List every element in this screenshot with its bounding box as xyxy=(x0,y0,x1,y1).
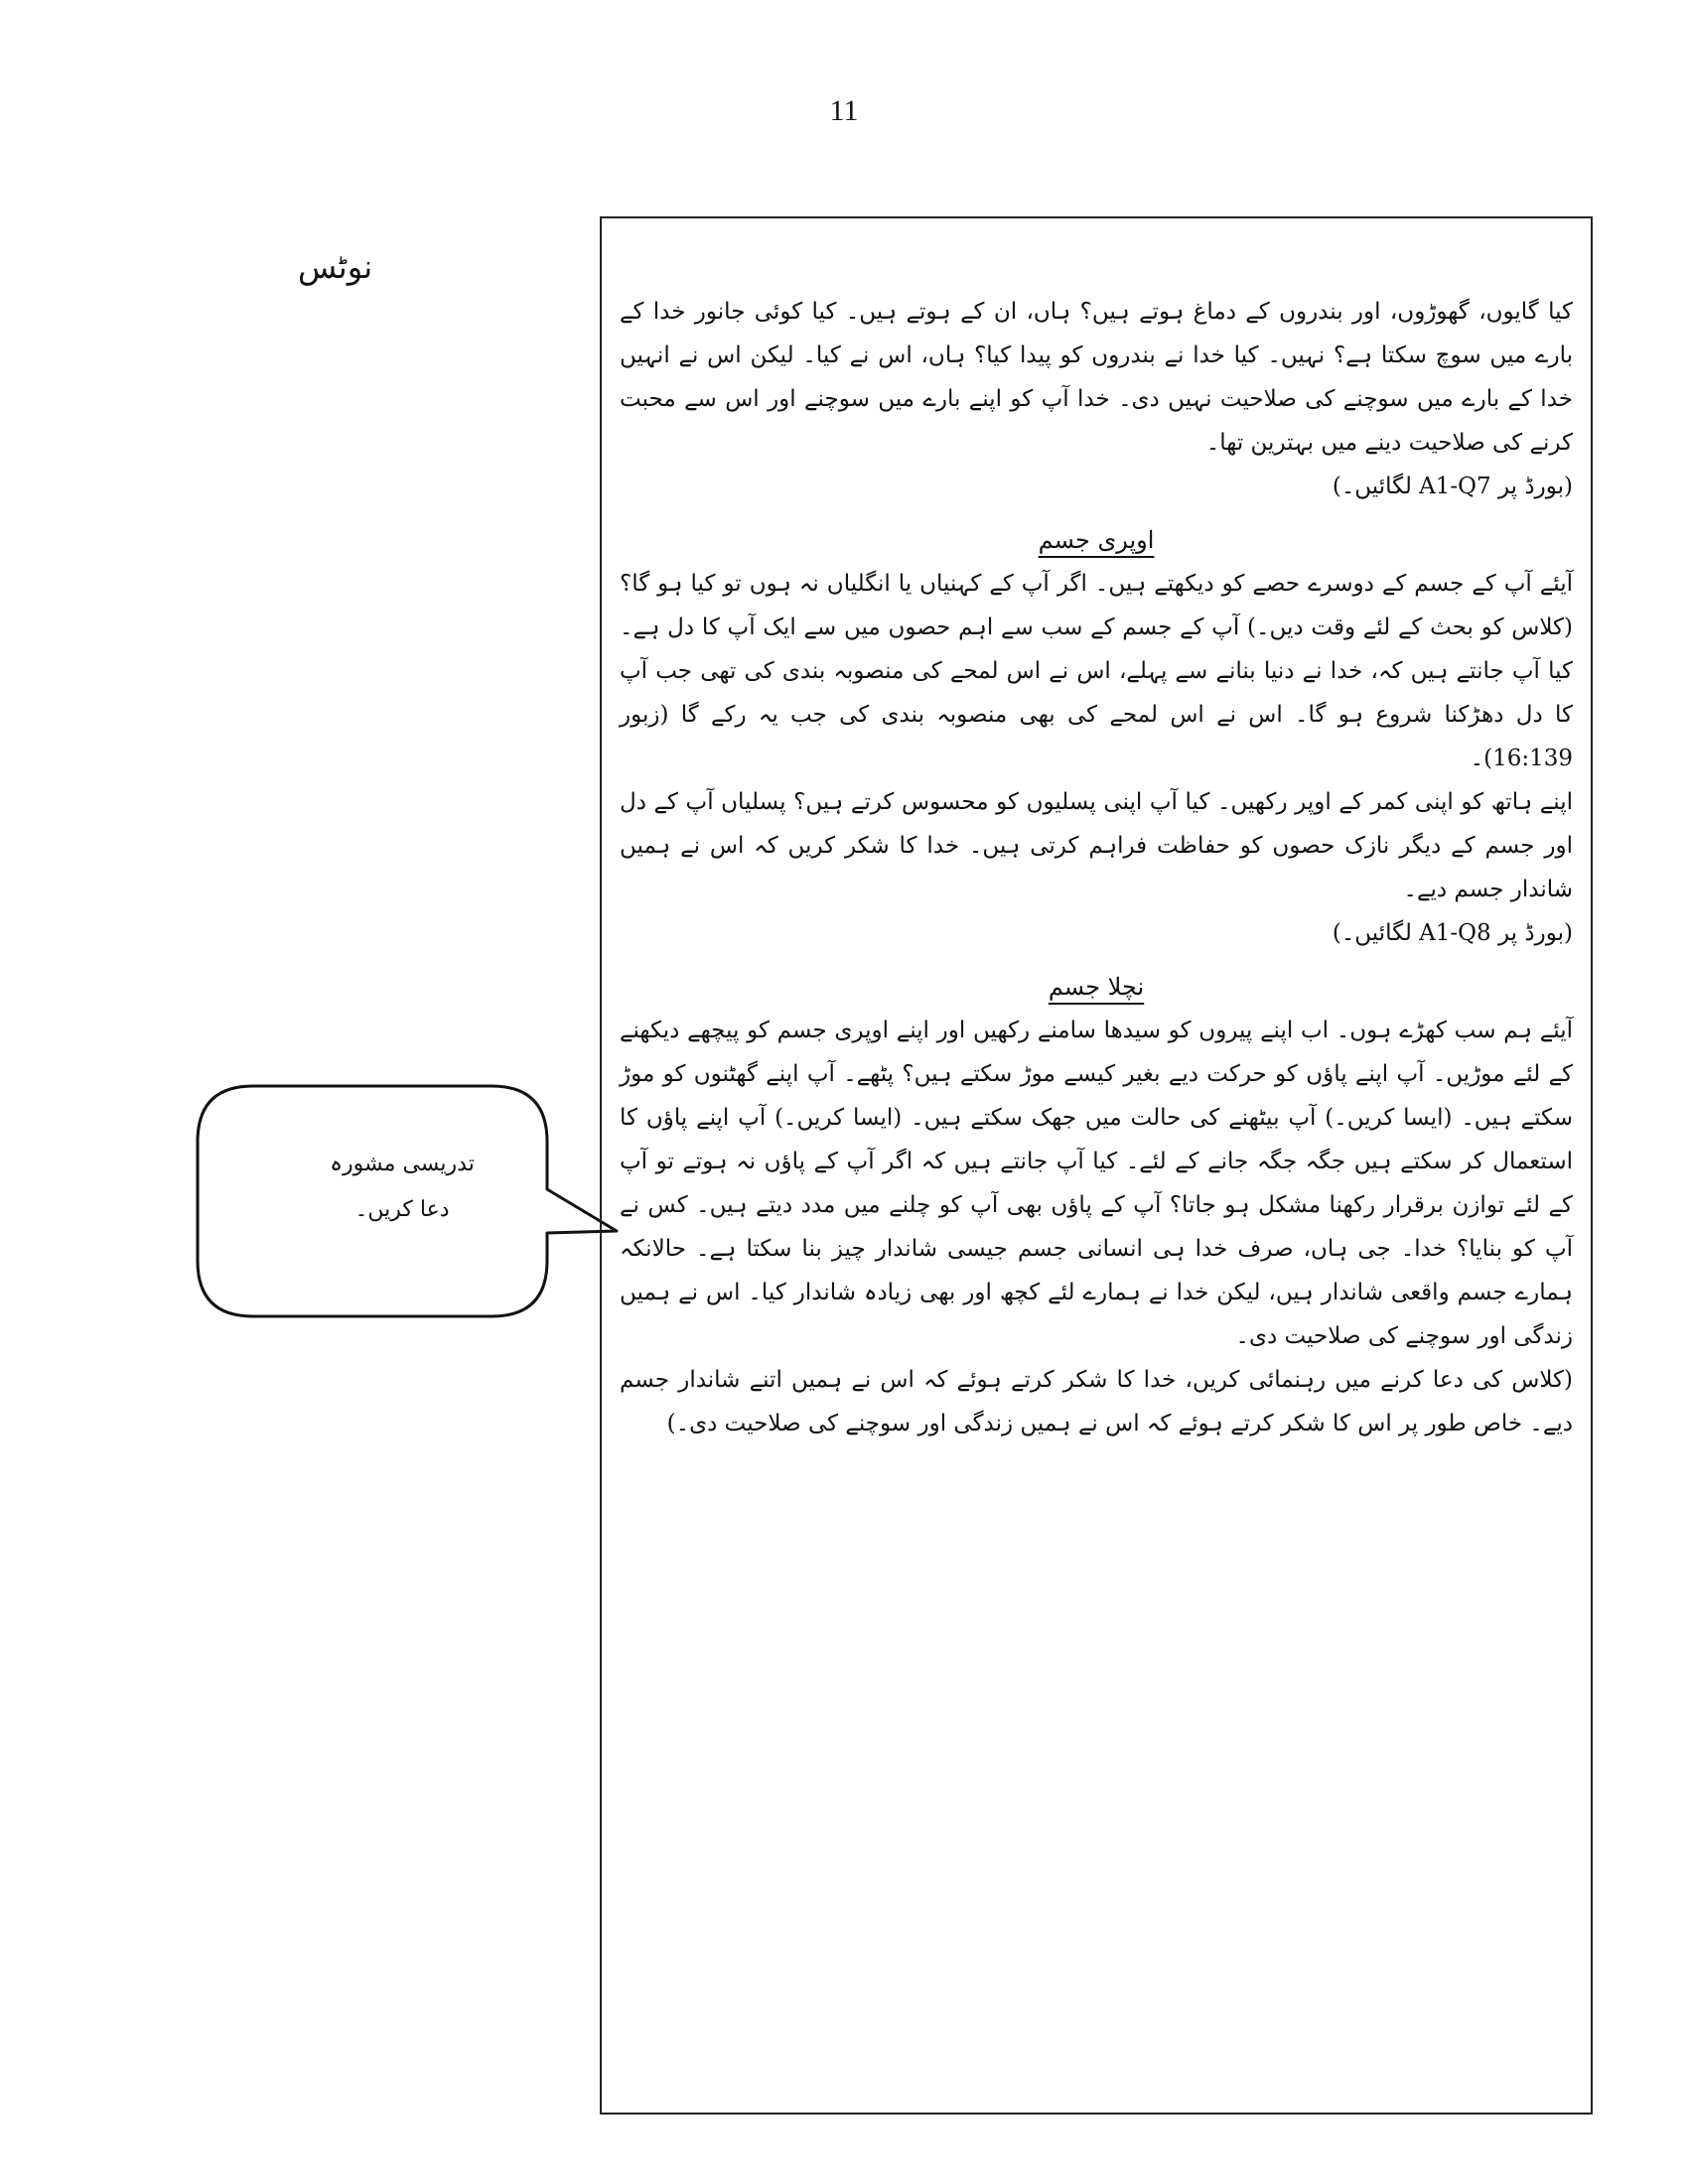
prayer-instruction: (کلاس کی دعا کرنے میں رہنمائی کریں، خدا کا شکر کرتے ہوئے کہ اس نے ہمیں اتنے شاندار جسم دیے۔ خاص طور پر اس کا شکر کرتے ہوئے کہ اس نے ہمیں زندگی اور سوچنے کی صلاحیت دی۔) xyxy=(620,1367,1573,1436)
teaching-tip-callout xyxy=(194,1082,621,1320)
intro-paragraph: کیا گایوں، گھوڑوں، اور بندروں کے دماغ ہوتے ہیں؟ ہاں، ان کے ہوتے ہیں۔ کیا کوئی جانور خدا کے بارے میں سوچ سکتا ہے؟ نہیں۔ کیا خدا نے بندروں کو پیدا کیا؟ ہاں، اس نے کیا۔ لیکن اس نے انہیں خدا کے بارے میں سوچنے کی صلاحیت نہیں دی۔ خدا آپ کو اپنے بارے میں سوچنے اور اس سے محبت کرنے کی صلاحیت دینے میں بہترین تھا۔ xyxy=(620,299,1573,456)
notes-label: نوٹس xyxy=(298,248,373,286)
callout-title: تدریسی مشورہ xyxy=(330,1152,475,1176)
lesson-content-box xyxy=(600,216,1593,2115)
lower-body-heading: نچلا جسم xyxy=(1048,973,1145,1001)
upper-body-paragraph: اپنے ہاتھ کو اپنی کمر کے اوپر رکھیں۔ کیا آپ اپنی پسلیوں کو محسوس کرتے ہیں؟ پسلیاں آپ کے دل اور جسم کے دیگر نازک حصوں کو حفاظت فراہم کرتی ہیں۔ خدا کا شکر کریں کہ اس نے ہمیں شاندار جسم دیے۔ xyxy=(620,789,1573,902)
lower-body-paragraph: آیئے ہم سب کھڑے ہوں۔ اب اپنے پیروں کو سیدھا سامنے رکھیں اور اپنے اوپری جسم کو پیچھے دیکھنے کے لئے موڑیں۔ آپ اپنے پاؤں کو حرکت دیے بغیر کیسے موڑ سکتے ہیں؟ پٹھے۔ آپ اپنے گھٹنوں کو موڑ سکتے ہیں۔ (ایسا کریں۔) آپ بیٹھنے کی حالت میں جھک سکتے ہیں۔ (ایسا کریں۔) آپ اپنے پاؤں کا استعمال کر سکتے ہیں جگہ جگہ جانے کے لئے۔ کیا آپ جانتے ہیں کہ اگر آپ کے پاؤں نہ ہوتے تو آپ کے لئے توازن برقرار رکھنا مشکل ہو جاتا؟ آپ کے پاؤں بھی آپ کو چلنے میں مدد دیتے ہیں۔ کس نے آپ کو بنایا؟ خدا۔ جی ہاں، صرف خدا ہی انسانی جسم جیسی شاندار چیز بنا سکتا ہے۔ حالانکہ ہمارے جسم واقعی شاندار ہیں، لیکن خدا نے ہمارے لئے کچھ اور بھی زیادہ شاندار کیا۔ اس نے ہمیں زندگی اور سوچنے کی صلاحیت دی۔ xyxy=(620,1018,1573,1349)
page-number: 11 xyxy=(829,94,859,127)
board-instruction-q8: (بورڈ پر A1-Q8 لگائیں۔) xyxy=(1332,920,1573,946)
upper-body-paragraph: آیئے آپ کے جسم کے دوسرے حصے کو دیکھتے ہیں۔ اگر آپ کے کہنیاں یا انگلیاں نہ ہوں تو کیا ہو گا؟ (کلاس کو بحث کے لئے وقت دیں۔) آپ کے جسم کے سب سے اہم حصوں میں سے ایک آپ کا دل ہے۔ کیا آپ جانتے ہیں کہ، خدا نے دنیا بنانے سے پہلے، اس نے اس لمحے کی منصوبہ بندی کی تھی جب آپ کا دل دھڑکنا شروع ہو گا۔ اس نے اس لمحے کی بھی منصوبہ بندی کی جب یہ رکے گا (زبور 16:139)۔ xyxy=(620,571,1573,771)
upper-body-heading: اوپری جسم xyxy=(1038,526,1155,554)
callout-text: دعا کریں۔ xyxy=(354,1197,450,1222)
board-instruction-q7: (بورڈ پر A1-Q7 لگائیں۔) xyxy=(1332,474,1573,499)
